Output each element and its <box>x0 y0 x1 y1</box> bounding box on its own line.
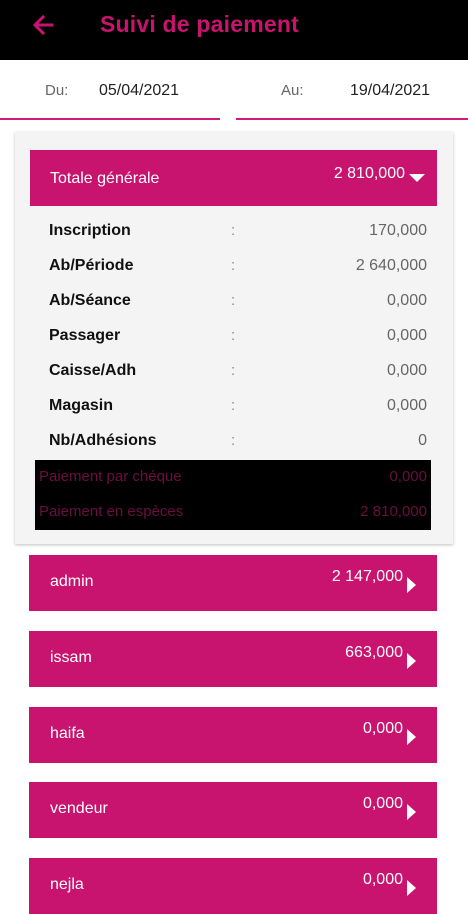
user-total: 663,000 <box>345 644 403 661</box>
from-date-field[interactable] <box>0 60 220 120</box>
payment-row-especes <box>39 497 427 527</box>
row-label: Ab/Séance <box>49 292 131 309</box>
summary-row-passager <box>49 321 427 351</box>
caret-right-icon[interactable] <box>407 880 416 896</box>
row-value: 2 640,000 <box>355 257 427 274</box>
row-label: Passager <box>49 327 121 344</box>
row-label: Caisse/Adh <box>49 362 137 379</box>
summary-row-nb-adhesions <box>49 426 427 456</box>
payment-row-cheque <box>39 462 427 492</box>
from-date-label: Du: <box>45 82 69 99</box>
user-row-issam[interactable] <box>29 631 437 687</box>
summary-card <box>15 132 453 544</box>
row-value: 0,000 <box>386 327 427 344</box>
total-label: Totale générale <box>50 170 160 187</box>
summary-row-ab-seance <box>49 286 427 316</box>
summary-row-caisse-adh <box>49 356 427 386</box>
row-value: 0,000 <box>386 292 427 309</box>
back-arrow-icon[interactable] <box>28 10 58 40</box>
row-value: 0,000 <box>386 362 427 379</box>
summary-row-ab-periode <box>49 251 427 281</box>
caret-right-icon[interactable] <box>407 804 416 820</box>
row-separator: : <box>231 397 236 414</box>
row-value: 170,000 <box>369 222 427 239</box>
user-row-admin[interactable] <box>29 555 437 611</box>
row-separator: : <box>231 222 236 239</box>
summary-row-inscription <box>49 216 427 246</box>
user-total: 2 147,000 <box>331 568 403 585</box>
from-date-value[interactable]: 05/04/2021 <box>99 82 180 99</box>
to-date-value[interactable]: 19/04/2021 <box>350 82 431 99</box>
user-total: 0,000 <box>362 795 403 812</box>
date-range <box>0 60 468 122</box>
caret-down-icon[interactable] <box>409 174 425 182</box>
row-label: Magasin <box>49 397 114 414</box>
user-total: 0,000 <box>362 871 403 888</box>
user-total: 0,000 <box>362 720 403 737</box>
total-value: 2 810,000 <box>333 165 405 182</box>
row-label: Nb/Adhésions <box>49 432 157 449</box>
row-value: 0 <box>418 432 427 449</box>
row-label: Inscription <box>49 222 131 239</box>
payment-label: Paiement en espèces <box>39 503 184 520</box>
row-separator: : <box>231 432 236 449</box>
payment-label: Paiement par chéque <box>39 468 182 485</box>
app-bar <box>0 0 468 60</box>
caret-right-icon[interactable] <box>407 577 416 593</box>
user-row-vendeur[interactable] <box>29 782 437 838</box>
caret-right-icon[interactable] <box>407 729 416 745</box>
user-row-nejla[interactable] <box>29 858 437 914</box>
row-separator: : <box>231 292 236 309</box>
payment-value: 2 810,000 <box>360 503 427 520</box>
summary-row-magasin <box>49 391 427 421</box>
to-date-label: Au: <box>281 82 304 99</box>
user-name: admin <box>50 573 94 590</box>
user-name: vendeur <box>50 800 108 817</box>
page-title: Suivi de paiement <box>100 11 299 37</box>
row-separator: : <box>231 327 236 344</box>
user-name: issam <box>50 649 92 666</box>
user-row-haifa[interactable] <box>29 707 437 763</box>
to-date-field[interactable] <box>236 60 468 120</box>
payment-breakdown <box>35 460 431 530</box>
payment-value: 0,000 <box>389 468 427 485</box>
caret-right-icon[interactable] <box>407 653 416 669</box>
row-separator: : <box>231 362 236 379</box>
user-name: nejla <box>50 876 84 893</box>
to-date-underline <box>236 118 468 120</box>
total-header[interactable] <box>30 150 437 206</box>
from-date-underline <box>0 118 220 120</box>
row-separator: : <box>231 257 236 274</box>
row-label: Ab/Période <box>49 257 134 274</box>
user-name: haifa <box>50 725 85 742</box>
row-value: 0,000 <box>386 397 427 414</box>
